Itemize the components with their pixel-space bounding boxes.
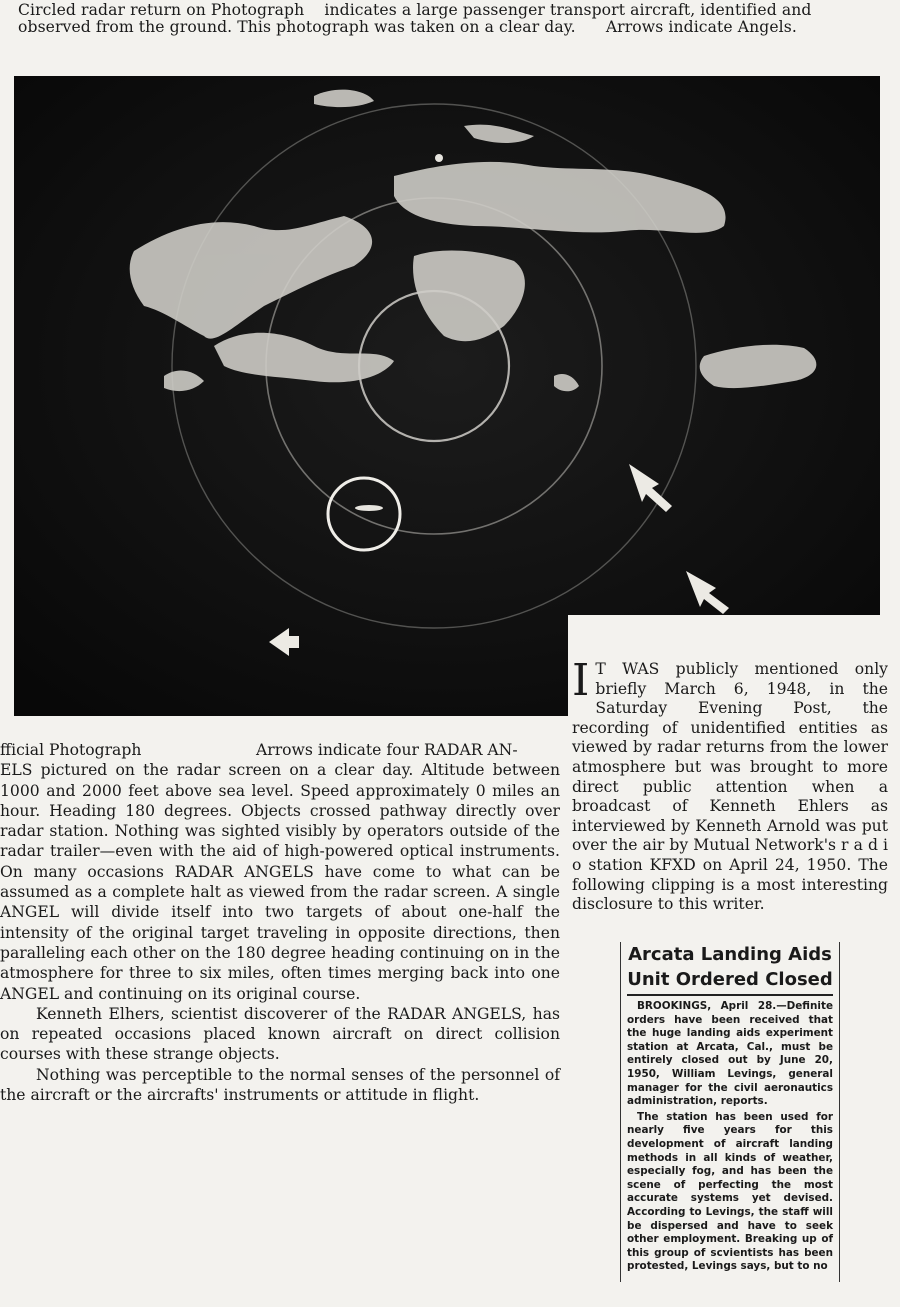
clipping-para2: The station has been used for nearly five years for this development of aircraft landing methods in all kinds of weather, especially fog, and has been the scene of perfecting the most accurate systems yet devised. According to Levings, the staff will be dispersed and have to seek other employment. Breaking up of this group of scvientists has been protested, Levings says, but to no: [627, 1110, 833, 1273]
article-body: T WAS publicly mentioned only briefly March 6, 1948, in the Saturday Evening Post, the recording of unidentified entities as viewed by radar returns from the lower atmosphere but was brought to more direct public attention when a broadcast of Kenneth Ehlers as interviewed by Kenneth Arnold was put over the air by Mutual Network's r a d i o station KFXD on April 24, 1950. The following clipping is a most interesting disclosure to this writer.: [572, 660, 888, 914]
top-caption-line1-cont: indicates a large passenger transport aircraft, identified and: [324, 1, 812, 19]
clipping-headline: [627, 942, 833, 996]
dropcap: I: [572, 655, 590, 706]
clipping-headline-line1: Arcata Landing Aids: [628, 944, 832, 965]
photo-caption: [0, 740, 560, 1105]
caption-para2: Kenneth Elhers, scientist discoverer of the RADAR ANGELS, has on repeated occasions placed known aircraft on direct collision courses with these strange objects.: [0, 1004, 560, 1064]
radar-center-mark: [435, 154, 443, 162]
caption-head: Arrows indicate four RADAR AN-: [256, 741, 518, 759]
top-caption-line1: Circled radar return on Photograph: [18, 1, 305, 19]
caption-body: ELS pictured on the radar screen on a clear day. Altitude between 1000 and 2000 feet above sea level. Speed approximately 0 miles an hour. Heading 180 degrees. Objects crossed pathway directly over radar station. Nothing was sighted visibly by operators outside of the radar trailer—even with the aid of high-powered optical instruments. On many occasions RADAR ANGELS have come to what can be assumed as a complete halt as viewed from the radar screen. A single ANGEL will divide itself into two targets of about one-half the intensity of the original target traveling in opposite directions, then paralleling each other on the 180 degree heading continuing on in the atmosphere for three to six miles, often times merging back into one ANGEL and continuing on its original course.: [0, 761, 560, 1003]
newspaper-clipping: [620, 942, 840, 1282]
top-caption-line2: observed from the ground. This photograph was taken on a clear day.: [18, 18, 576, 36]
top-caption: [18, 2, 888, 36]
caption-para3: Nothing was perceptible to the normal senses of the personnel of the aircraft or the aircrafts' instruments or attitude in flight.: [0, 1065, 560, 1105]
top-caption-line2-cont: Arrows indicate Angels.: [605, 18, 797, 36]
clipping-body: [627, 1000, 833, 1274]
clipping-para1: BROOKINGS, April 28.—Definite orders have been received that the huge landing aids experiment station at Arcata, Cal., must be entirely closed out by June 20, 1950, William Levings, general manager for the civil aeronautics administration, reports.: [627, 1000, 833, 1108]
article-text: [572, 655, 888, 915]
caption-source: fficial Photograph: [0, 741, 142, 759]
clipping-headline-line2: Unit Ordered Closed: [627, 969, 833, 990]
